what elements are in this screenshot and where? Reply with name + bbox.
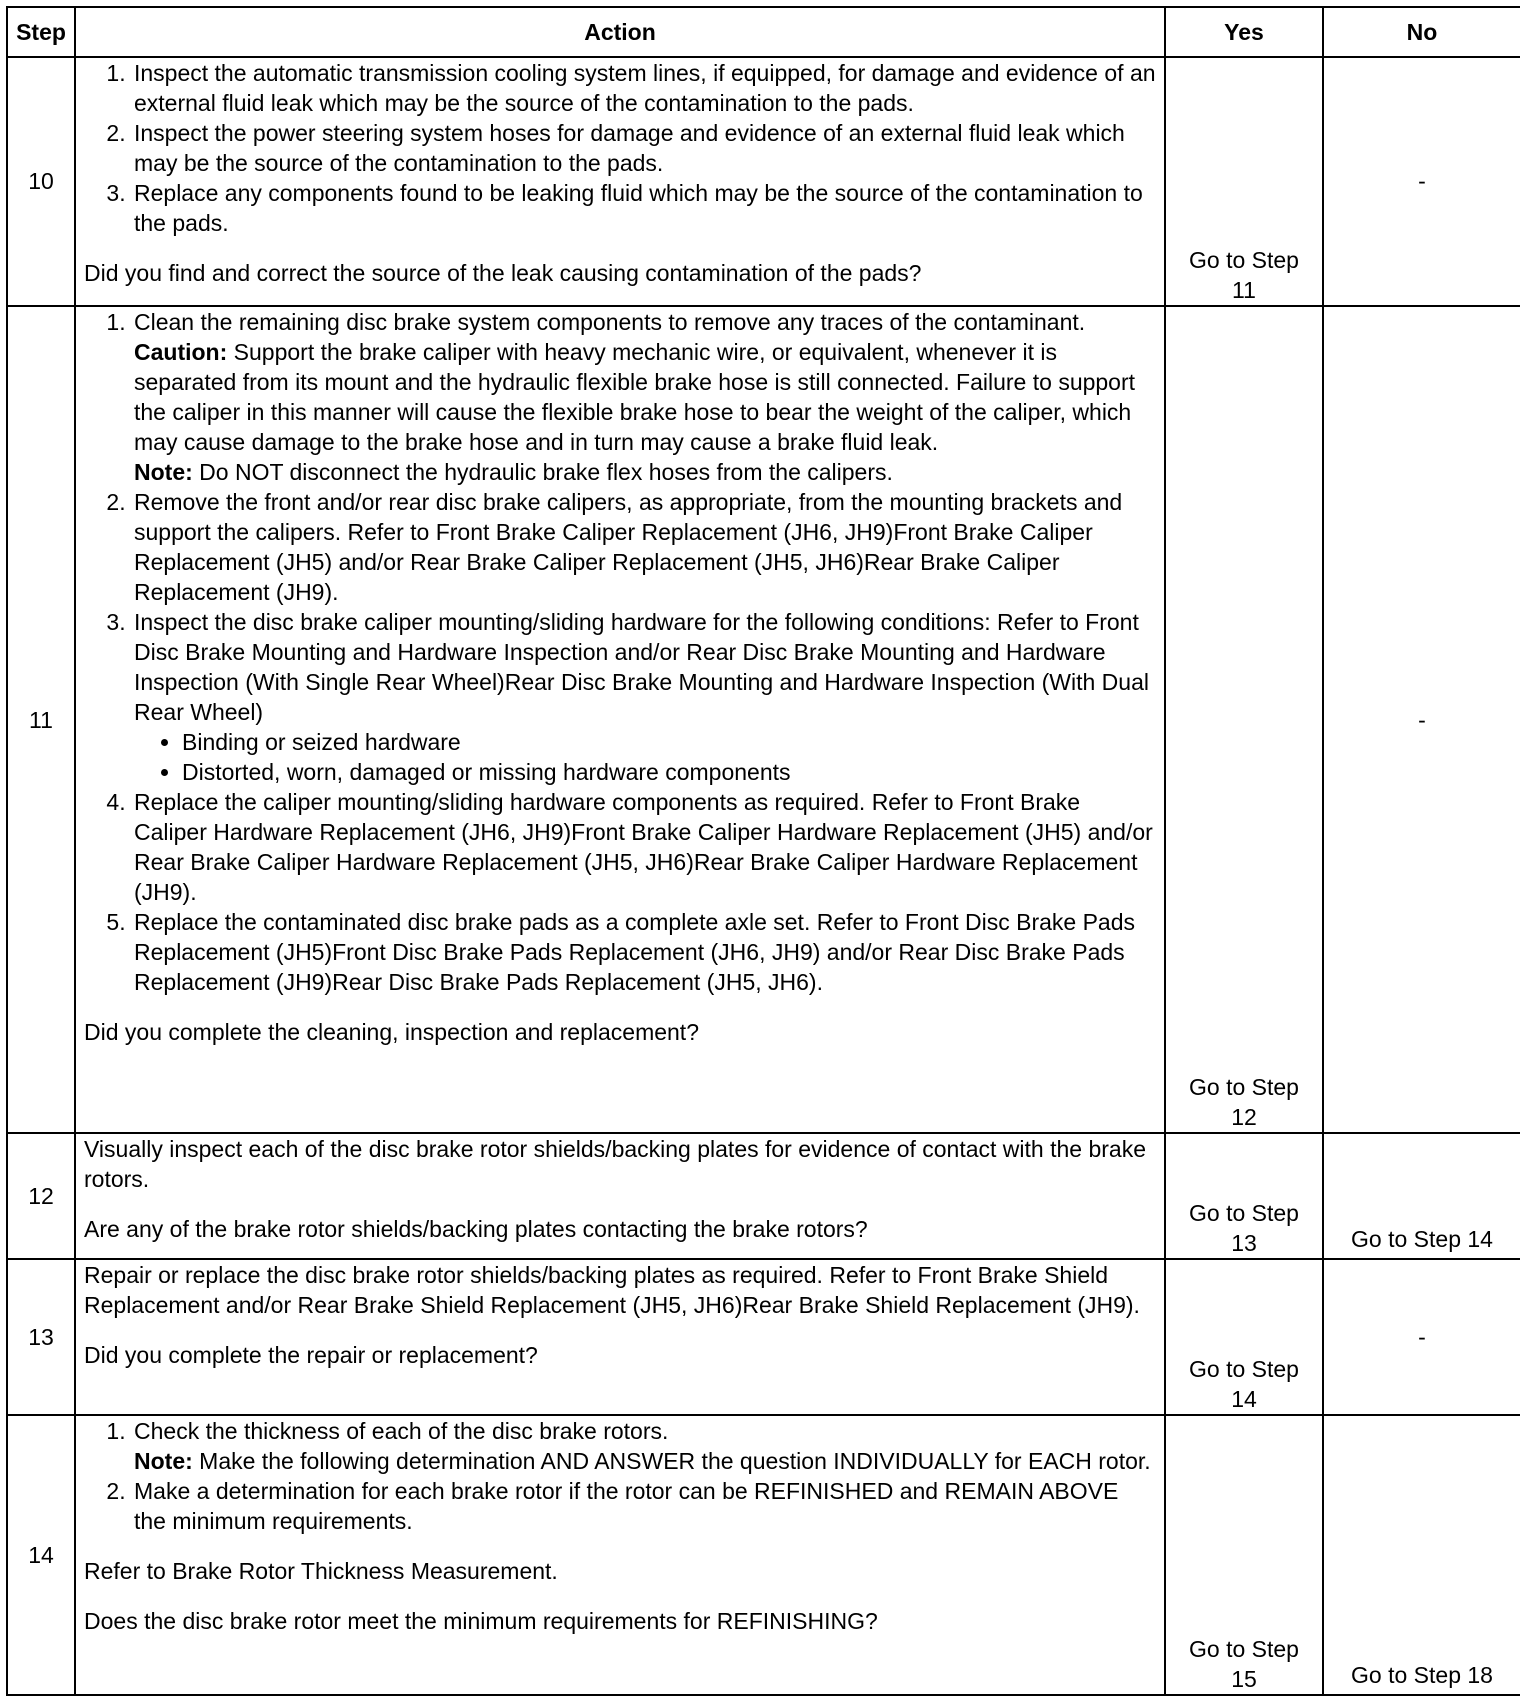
action-cell	[75, 306, 1165, 1133]
diagnostic-table	[6, 6, 1520, 1696]
step-number: 13	[7, 1259, 75, 1415]
yes-cell: Go to Step 13	[1165, 1133, 1323, 1259]
action-cell	[75, 1133, 1165, 1259]
table-row	[7, 306, 1520, 1133]
question: Did you complete the cleaning, inspection and replacement?	[84, 1019, 699, 1046]
list-item: 2. Inspect the power steering system hoses for damage and evidence of an external fluid leak which may be the source of the contamination to the pads.	[132, 118, 1156, 178]
list-item: 3. Replace any components found to be leaking fluid which may be the source of the contamination to the pads.	[132, 178, 1156, 238]
list-item	[132, 1416, 1156, 1476]
item-text: Clean the remaining disc brake system components to remove any traces of the contaminant.	[134, 309, 1086, 336]
list-item: 1. Inspect the automatic transmission cooling system lines, if equipped, for damage and evidence of an external fluid leak which may be the source of the contamination to the pads.	[132, 58, 1156, 118]
yes-cell: Go to Step 15	[1165, 1415, 1323, 1695]
caution-text: Support the brake caliper with heavy mechanic wire, or equivalent, whenever it is separated from its mount and the hydraulic flexible brake hose is still connected. Failure to support the caliper in this manner will cause the flexible brake hose to bear the weight of the caliper, which may cause damage to the brake hose and in turn may cause a brake fluid leak.	[134, 339, 1136, 456]
step-number: 11	[7, 306, 75, 1133]
action-list	[84, 58, 1156, 238]
yes-cell: Go to Step 14	[1165, 1259, 1323, 1415]
table-row	[7, 1259, 1520, 1415]
no-cell: -	[1323, 306, 1520, 1133]
bullet-item: • Distorted, worn, damaged or missing hardware components	[182, 757, 1156, 787]
no-cell: -	[1323, 57, 1520, 307]
step-number: 12	[7, 1133, 75, 1259]
bullet-item: • Binding or seized hardware	[182, 727, 1156, 757]
refer-text: Refer to Brake Rotor Thickness Measurement.	[84, 1558, 558, 1585]
list-item: 4. Replace the caliper mounting/sliding hardware components as required. Refer to Front Brake Caliper Hardware Replacement (JH6, JH9)Front Brake Caliper Hardware Replacement (JH5) and/or Rear Brake Caliper Hardware Replacement (JH5, JH6)Rear Brake Caliper Hardware Replacement (JH9).	[132, 787, 1156, 907]
note-text: Make the following determination AND ANSWER the question INDIVIDUALLY for EACH rotor.	[192, 1448, 1151, 1475]
table-row	[7, 1415, 1520, 1695]
list-item: 2. Remove the front and/or rear disc brake calipers, as appropriate, from the mounting brackets and support the calipers. Refer to Front Brake Caliper Replacement (JH6, JH9)Front Brake Caliper Replacement (JH5) and/or Rear Brake Caliper Replacement (JH5, JH6)Rear Brake Caliper Replacement (JH9).	[132, 487, 1156, 607]
header-action: Action	[75, 7, 1165, 57]
no-cell: -	[1323, 1259, 1520, 1415]
header-no: No	[1323, 7, 1520, 57]
header-yes: Yes	[1165, 7, 1323, 57]
caution-label: Caution:	[134, 339, 228, 366]
action-text: Visually inspect each of the disc brake rotor shields/backing plates for evidence of contact with the brake rotors.	[84, 1136, 1146, 1193]
item-text: Inspect the disc brake caliper mounting/sliding hardware for the following conditions: Refer to Front Disc Brake Mounting and Hardware Inspection and/or Rear Disc Brake Mounting and Hardware Inspection (With Single Rear Wheel)Rear Disc Brake Mounting and Hardware Inspection (With Dual Rear Wheel)	[134, 609, 1149, 726]
action-text: Repair or replace the disc brake rotor shields/backing plates as required. Refer to Front Brake Shield Replacement and/or Rear Brake Shield Replacement (JH5, JH6)Rear Brake Shield Replacement (JH9).	[84, 1261, 1140, 1318]
yes-cell: Go to Step 11	[1165, 57, 1323, 307]
list-item	[132, 607, 1156, 787]
list-item: 2. Make a determination for each brake rotor if the rotor can be REFINISHED and REMAIN ABOVE the minimum requirements.	[132, 1476, 1156, 1536]
action-list	[84, 307, 1156, 997]
no-cell: Go to Step 14	[1323, 1133, 1520, 1259]
bullet-list	[134, 727, 1156, 787]
question: Did you complete the repair or replacement?	[84, 1341, 538, 1368]
no-cell: Go to Step 18	[1323, 1415, 1520, 1695]
header-step: Step	[7, 7, 75, 57]
step-number: 14	[7, 1415, 75, 1695]
yes-cell: Go to Step 12	[1165, 306, 1323, 1133]
list-item	[132, 307, 1156, 487]
action-list	[84, 1416, 1156, 1536]
list-item: 5. Replace the contaminated disc brake pads as a complete axle set. Refer to Front Disc Brake Pads Replacement (JH5)Front Disc Brake Pads Replacement (JH6, JH9) and/or Rear Disc Brake Pads Replacement (JH9)Rear Disc Brake Pads Replacement (JH5, JH6).	[132, 907, 1156, 997]
action-cell	[75, 1259, 1165, 1415]
question: Did you find and correct the source of the leak causing contamination of the pads?	[84, 259, 922, 286]
table-row	[7, 1133, 1520, 1259]
item-text: Check the thickness of each of the disc brake rotors.	[134, 1418, 669, 1445]
action-cell	[75, 57, 1165, 307]
note-label: Note:	[134, 1448, 193, 1475]
question: Are any of the brake rotor shields/backing plates contacting the brake rotors?	[84, 1216, 868, 1243]
header-row	[7, 7, 1520, 57]
action-cell	[75, 1415, 1165, 1695]
table-row	[7, 57, 1520, 307]
note-label: Note:	[134, 459, 193, 486]
note-text: Do NOT disconnect the hydraulic brake flex hoses from the calipers.	[192, 459, 893, 486]
question: Does the disc brake rotor meet the minimum requirements for REFINISHING?	[84, 1608, 878, 1635]
step-number: 10	[7, 57, 75, 307]
